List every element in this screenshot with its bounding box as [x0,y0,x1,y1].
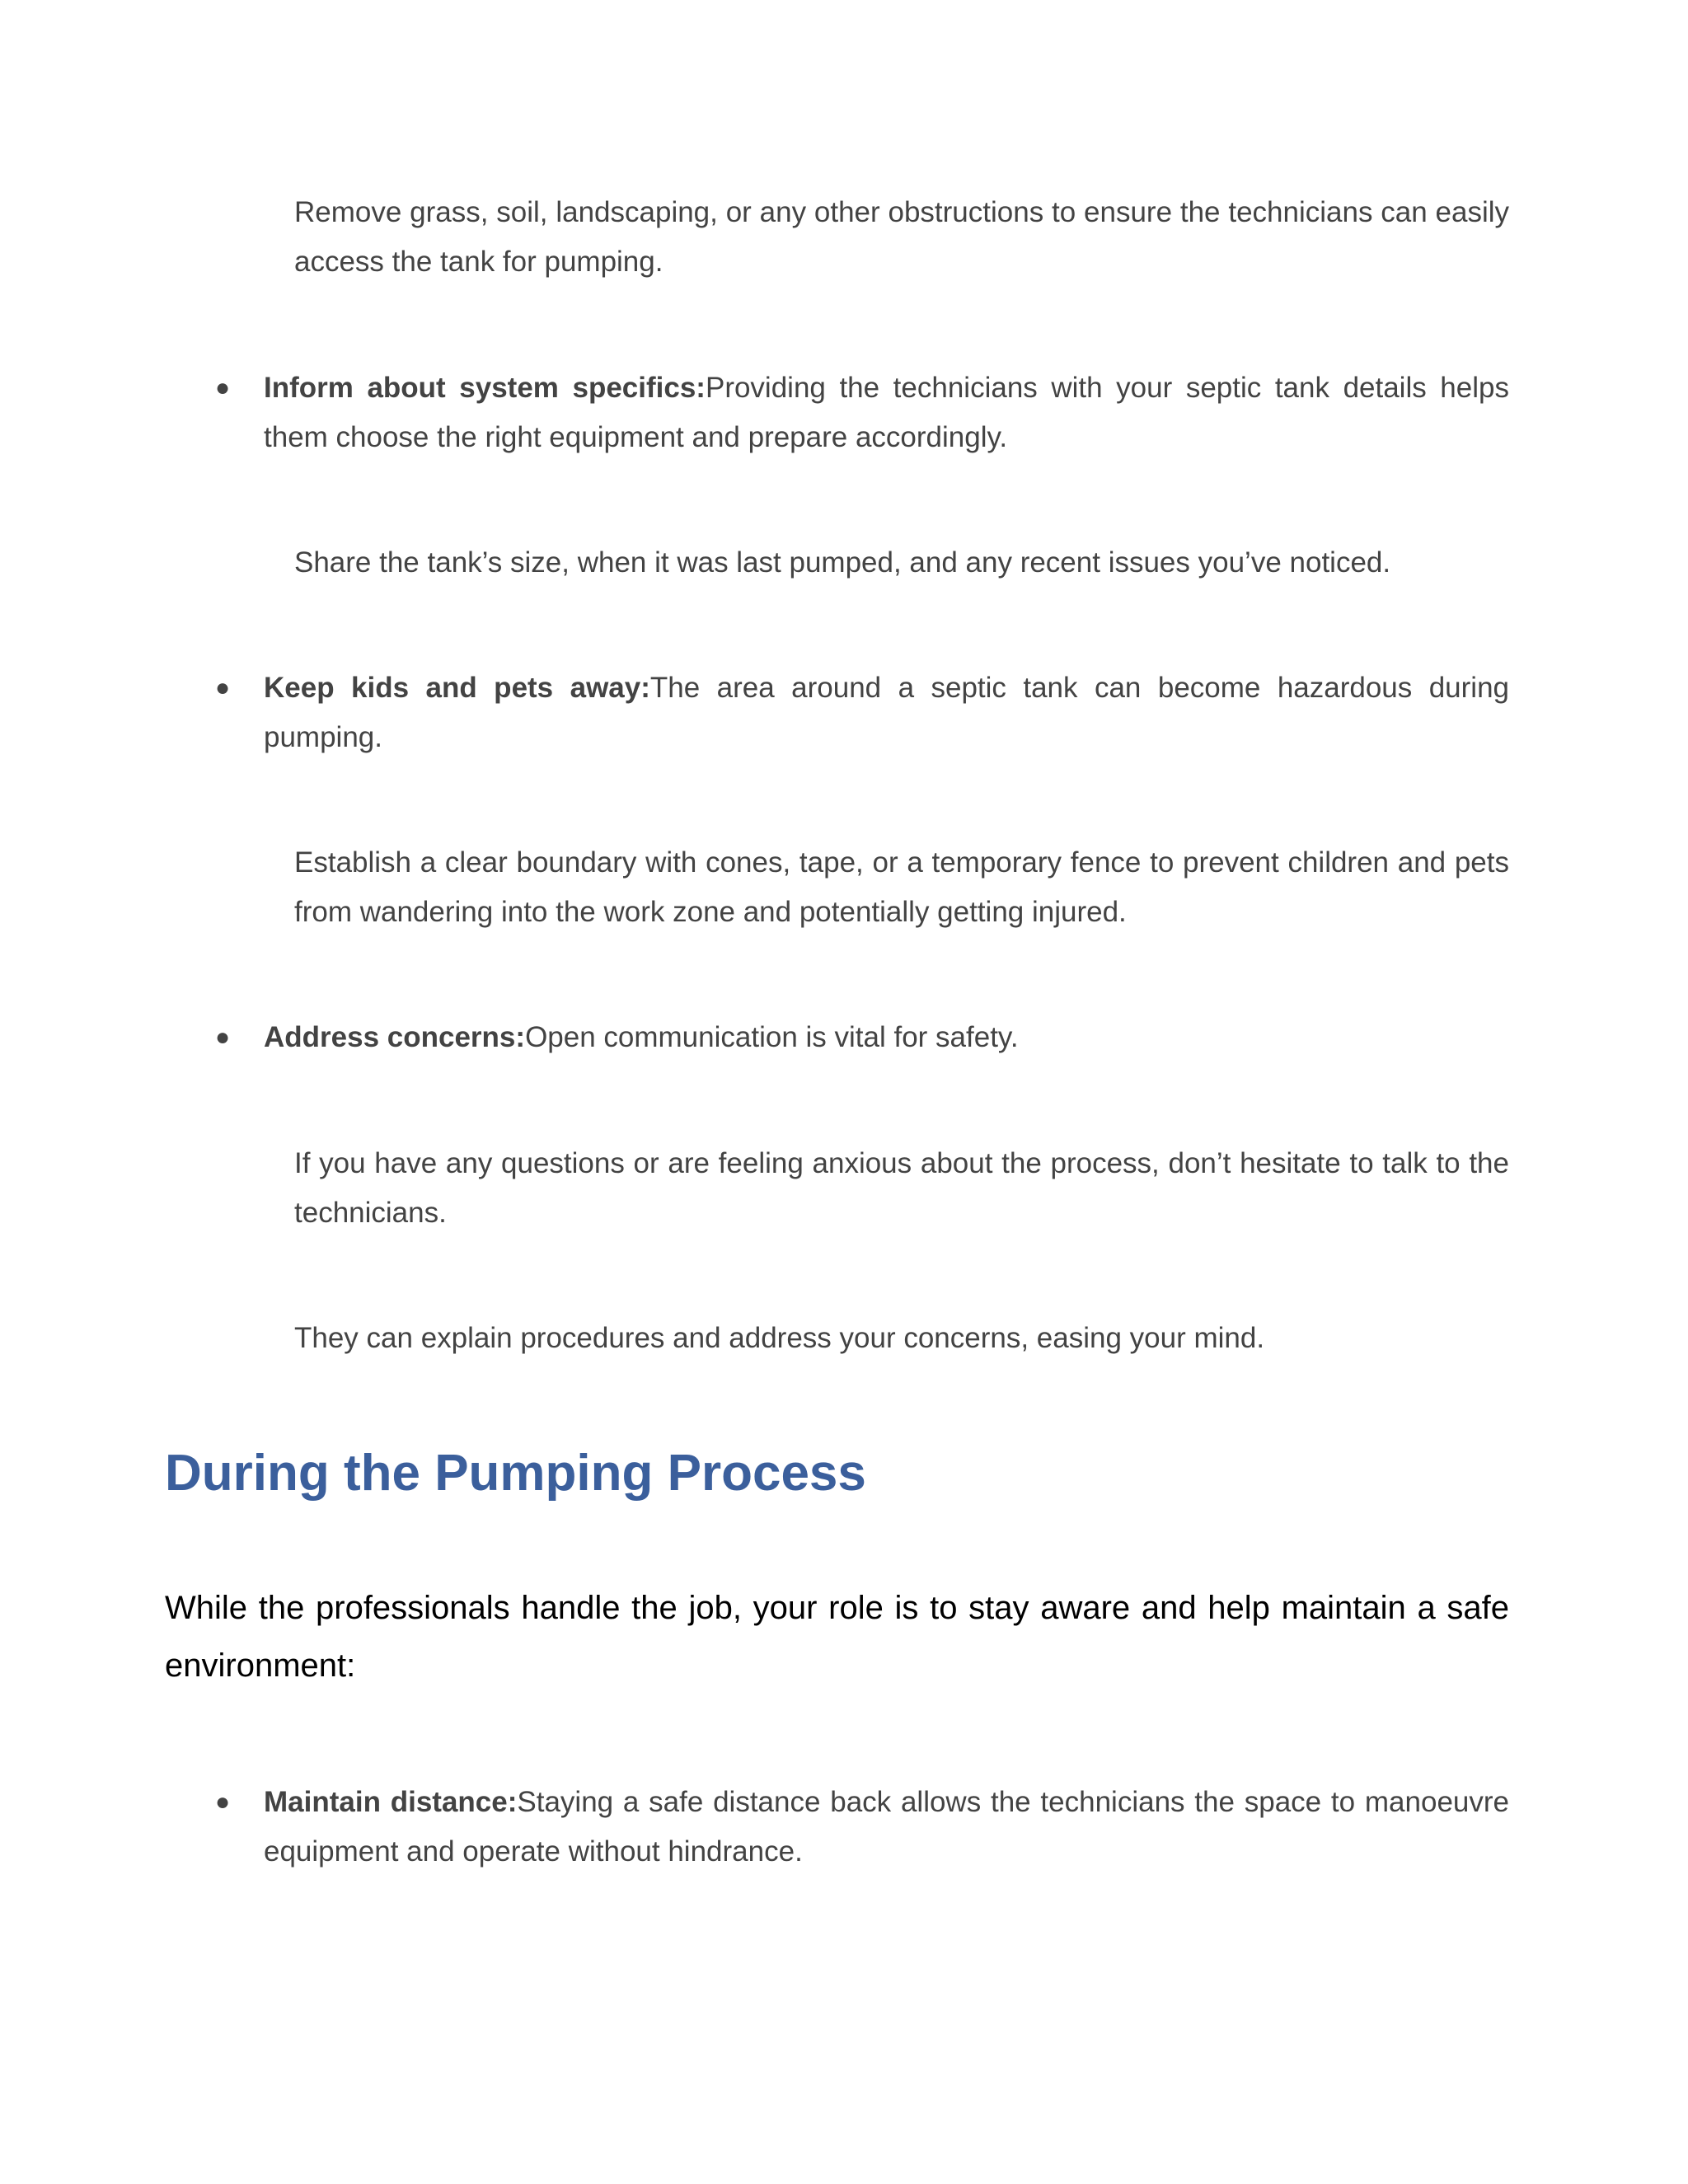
bullet-label: Inform about system specifics: [264,372,706,404]
bullet-text: Providing the technicians with your septic tank details helps them choose the right equipment and prepare accordingly. [264,372,1509,453]
bullet-text: Open communication is vital for safety. [525,1021,1019,1053]
bullet-text: The area around a septic tank can become hazardous during pumping. [264,672,1510,753]
bullet-label: Maintain distance: [264,1786,518,1818]
paragraph-share-tank-details: Share the tank’s size, when it was last pumped, and any recent issues you’ve noticed. [294,546,1391,579]
bullet-item-inform-system-specifics [264,363,1509,462]
paragraph-establish-boundary: Establish a clear boundary with cones, tape, or a temporary fence to prevent children and pets from wandering into the work zone and potentially getting injured. [294,846,1509,928]
bullet-label: Address concerns: [264,1021,526,1053]
bullet-item-maintain-distance [264,1778,1509,1877]
paragraph-remove-obstructions: Remove grass, soil, landscaping, or any other obstructions to ensure the technicians can easily access the tank for pumping. [294,196,1509,278]
bullet-text: Staying a safe distance back allows the technicians the space to manoeuvre equipment and operate without hindrance. [264,1786,1509,1868]
bullet-marker: ● [214,1788,231,1816]
paragraph-ask-questions: If you have any questions or are feeling anxious about the process, don’t hesitate to talk to the technicians. [294,1147,1509,1229]
bullet-marker: ● [214,374,231,401]
bullet-marker: ● [214,1024,231,1051]
paragraph-explain-procedures: They can explain procedures and address your concerns, easing your mind. [294,1322,1265,1354]
bullet-label: Keep kids and pets away: [264,672,650,704]
section-intro-paragraph: While the professionals handle the job, your role is to stay aware and help maintain a safe environment: [165,1590,1509,1684]
bullet-item-address-concerns [264,1013,1509,1062]
bullet-marker: ● [214,674,231,701]
bullet-item-keep-kids-pets-away [264,663,1509,762]
section-heading: During the Pumping Process [165,1445,866,1502]
